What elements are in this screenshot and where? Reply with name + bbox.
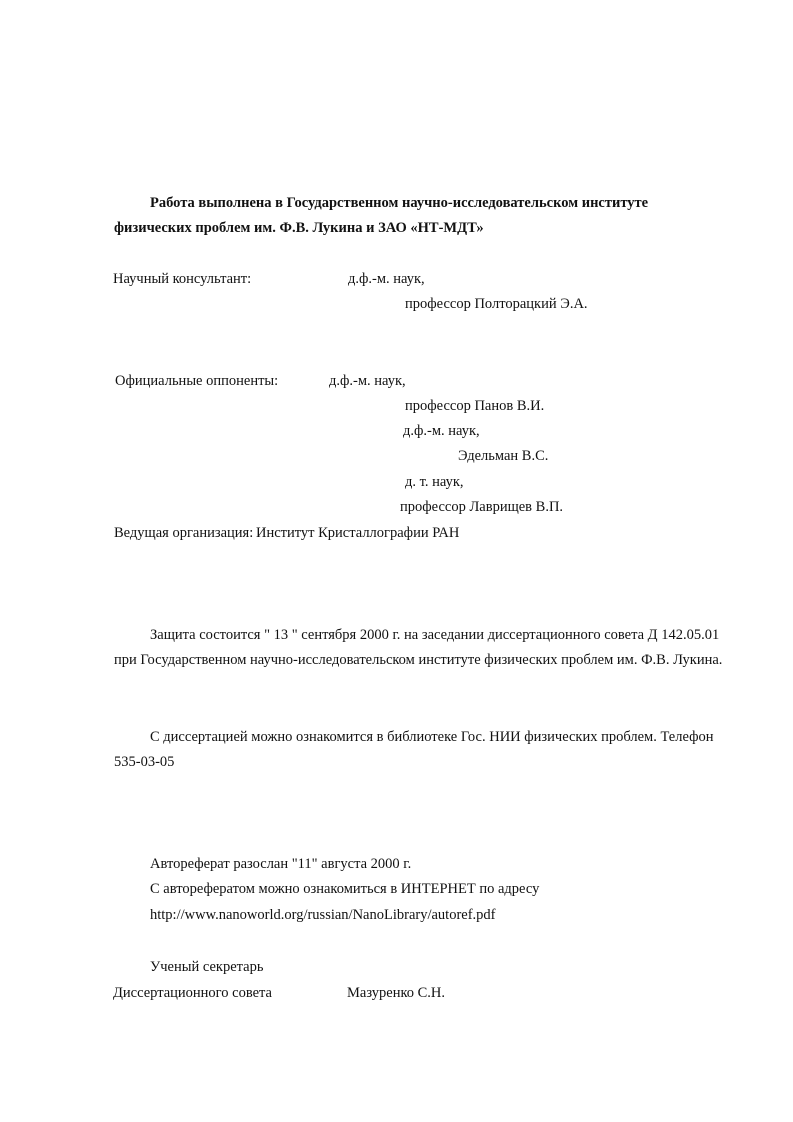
library-line-1: С диссертацией можно ознакомится в библиотеке Гос. НИИ физических проблем. Телефон <box>150 729 714 745</box>
lead-org-label: Ведущая организация: <box>114 525 254 541</box>
consultant-degree: д.ф.-м. наук, <box>348 271 425 287</box>
defense-line-2: при Государственном научно-исследовательском институте физических проблем им. Ф.В. Лукина. <box>114 652 723 668</box>
opponents-label: Официальные оппоненты: <box>115 373 279 389</box>
consultant-name: профессор Полторацкий Э.А. <box>405 296 588 312</box>
opponent-3-degree: д. т. наук, <box>405 474 464 490</box>
intro-line-2: физических проблем им. Ф.В. Лукина и ЗАО «НТ-МДТ» <box>114 220 484 236</box>
secretary-name: Мазуренко С.Н. <box>347 985 446 1001</box>
opponent-3-name: профессор Лаврищев В.П. <box>400 499 564 515</box>
abstract-internet: С авторефератом можно ознакомиться в ИНТЕРНЕТ по адресу <box>150 881 540 897</box>
secretary-line-2: Диссертационного совета <box>113 985 272 1001</box>
opponent-2-degree: д.ф.-м. наук, <box>403 423 480 439</box>
opponent-1-name: профессор Панов В.И. <box>405 398 545 414</box>
opponent-1-degree: д.ф.-м. наук, <box>329 373 406 389</box>
secretary-line-1: Ученый секретарь <box>150 959 264 975</box>
defense-line-1: Защита состоится " 13 " сентября 2000 г. на заседании диссертационного совета Д 142.05.01 <box>150 627 720 643</box>
intro-line-1: Работа выполнена в Государственном научно-исследовательском институте <box>150 195 649 211</box>
abstract-sent: Автореферат разослан "11" августа 2000 г. <box>150 856 412 872</box>
opponent-2-name: Эдельман В.С. <box>458 448 549 464</box>
consultant-label: Научный консультант: <box>113 271 252 287</box>
lead-org-value: Институт Кристаллографии РАН <box>256 525 460 541</box>
abstract-url: http://www.nanoworld.org/russian/NanoLibrary/autoref.pdf <box>150 907 496 923</box>
library-line-2: 535-03-05 <box>114 754 175 770</box>
